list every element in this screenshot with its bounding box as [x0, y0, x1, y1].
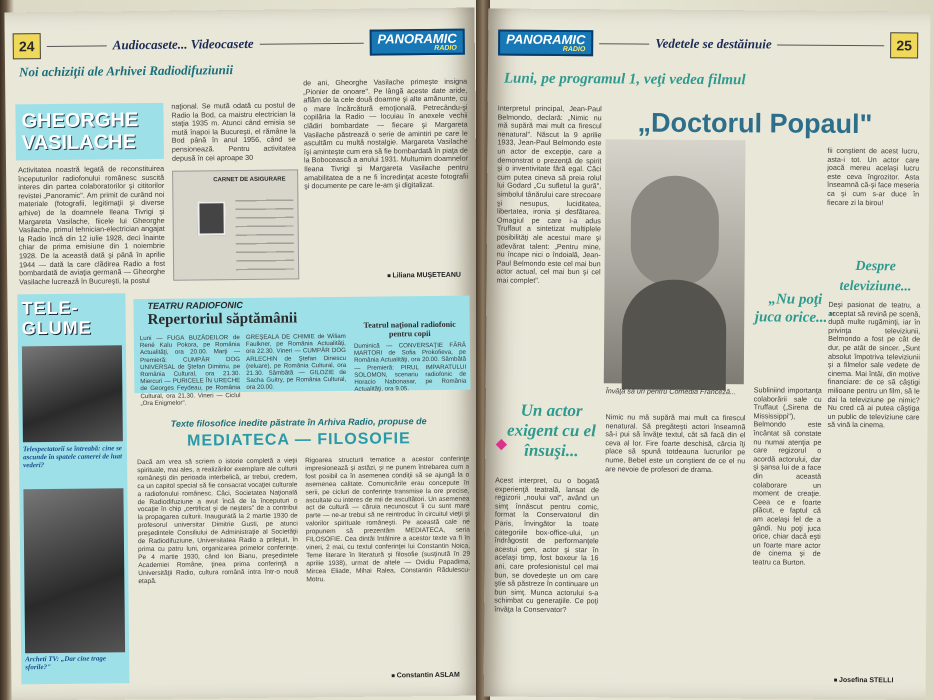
- section-title-right: Vedetele se destăinuie: [655, 35, 772, 52]
- panoramic-logo-right: PANORAMIC RADIO: [498, 30, 593, 57]
- card-caption: CARNET DE ASIGURARE: [213, 176, 286, 184]
- section-title: Audiocasete... Videocasete: [112, 35, 254, 53]
- repertoire-col3-title: Teatrul naţional radiofonic pentru copii: [363, 319, 456, 339]
- byline: ■ Liliana MUŞETEANU: [387, 272, 461, 280]
- left-page: [4, 8, 481, 700]
- right-page: [484, 8, 931, 699]
- right-header: [498, 31, 918, 58]
- mediateca-byline: ■ Constantin ASLAM: [391, 672, 459, 680]
- intro-text: Activitatea noastră legată de reconstituirea începuturilor radiofonului românesc suscită interes din partea colaboratorilor şi cititorilor revistei „Panoramic". Am primit de curând noi materiale (fotografii, legitimaţii şi diverse arhive) de la doamnele Ileana Tivrigi şi Margareta Vasilache, fiicele lui Gheorghe Vasilache, primul tehnician-electrician angajat la Radio încă din 12 iulie 1928, deci înainte chiar de prima emisiune din 1 noiembrie 1928. De la această dată şi până în aprilie 1944 — dată la care clădirea Radio a fost bombardată de aviaţia germană — Gheorghe Vasilache lucrează în Bucureşti, la postul: [18, 163, 166, 287]
- name-title: GHEORGHE VASILACHE: [21, 109, 139, 155]
- col-mid2-text: Nimic nu mă supără mai mult ca firescul nenatural. Să pregăteşti actori înseamnă să-i pui să învăţe textul, cât să facă din el ceva al lor. Fire foarte deschisă, cârcia îţi place să spună totdeauna lucrurilor pe nume, Bebel este un conştient de ce el nu are nevoie de profesori de drama.: [605, 412, 746, 474]
- byline-right: ■ Josefina STELLI: [834, 677, 894, 684]
- col-far-text: Deşi pasionat de teatru, a acceptat să revină pe scenă, după multe rugăminţi, iar în privinţa televiziunii, Belmondo a fost pe cât de dur, pe atât de sincer. „Sunt absolut împotriva televiziunii şi a filmelor sale vedete de cinema. Mai întâi, din motive financiare: de ce să câştigi milioane pentru un film, să le dai la televiziune pe nimic? Nu cred că ai putea câştiga un public de televiziune care să vină la cinema.: [827, 299, 921, 430]
- col4-top: fii conştient de acest lucru, asta-i tot. Un actor care joacă mereu acelaşi lucru este ceva îngrozitor. Asta înseamnă că-şi face meseria ca şi cum s-ar duce în fiecare zi la birou!: [827, 145, 920, 207]
- repertoire-col1: Luni — FUGA BUZĂDEILOR de René Kalu Pokora, pe România Actualităţi, ora 20.00. Marţi — Premieră: CUMPĂR DOG UNIVERSAL de Ştefan Dimitriu, pe România Cultural, ora 21.30. Miercuri — PURICELE ÎN URECHE de Georges Feydeau, pe România Cultural, ora 21.30. Vineri — Ciclul „Ora Enigmelor".: [139, 334, 241, 407]
- mediateca-title: MEDIATECA — FILOSOFIE: [186, 430, 411, 450]
- teleglume-caption-1: Telespectatorii se întreabă: cine se ascunde în spatele camerei de luat vederi?: [22, 444, 123, 470]
- repertoire-col2: GREŞEALA DE CHIMIE de Wiliam Faulkner, pe România Actualităţi, ora 22.30. Vineri — CUMPĂR DOG ARLECHIN de Ştefan Dinescu (reluare), pe România Cultural, ora 21.30. Sâmbătă — GILOZIE de Sacha Guitry, pe România Cultural, ora 20.00.: [245, 332, 347, 392]
- panoramic-logo: PANORAMIC RADIO: [369, 29, 464, 56]
- film-title: „Doctorul Popaul": [637, 107, 873, 140]
- teleglume-title: TELE-GLUME: [21, 297, 92, 339]
- page-number: 24: [13, 33, 41, 59]
- repertoire-title: Repertoriul săptămânii: [147, 310, 298, 328]
- article-headline: Noi achiziţii ale Arhivei Radiodifuziunii: [18, 62, 234, 80]
- repertoire-col3: Duminică — CONVERSAŢIE FĂRĂ MARTORI de Sofia Prokofieva, pe România Actualităţi, ora 20.00. Sâmbătă — Premieră: PIRUL IMPARATULUI SOLOMON, scenariu radiofonic de Horacio Nabonasar, pe România Actualităţi, ora 9.05.: [353, 341, 467, 394]
- col-mid-text: Acest interpret, cu o bogată experienţă teatrală, lansat de regizorii „noului val", având un simţ înnăscut pentru comic, format la Conservatorul din Paris, învingător la toate categoriile box-office-ului, un îndrăgostit de performanţele acestui gen, actor şi star în acelaşi timp, fost boxeur la 16 ani, care profesionistul cel mai bun, se dovedeşte un om care ştie să păstreze în continuare un bun simţ. Munca actorului s-a schimbat cu generaţiile. Ce poţi învăţa la Conservator?: [494, 475, 600, 614]
- photo-caption: Învăţă să uri pentru Comedia Franceză...: [605, 386, 737, 397]
- col3-text: de ani, Gheorghe Vasilache primeşte insigna „Pionier de onoare". Pe lângă aceste date aride, aflăm de la cele două doamne şi alte amănunte, cu o mare încărcătură emoţională. Petrecându-şi copilăria la Radio — locuiau în anexele vechii clădiri bombardate — fiecare şi Margareta Vasilache păstrează o serie de amintiri pe care le ascultăm cu multă nostalgie. Margareta Vasilache îşi aminteşte cum era să fie bombardată în piaţa de la Bobocească a anului 1931. Multumim doamnelor Ileana Tivrigi şi Margareta Vasilache pentru amabilitatea de a ne fi încredinţat aceste fotografii şi documente pe care le-am şi digitalizat.: [303, 76, 469, 191]
- teleglume-box: [17, 293, 129, 684]
- left-header: [13, 30, 465, 59]
- teleglume-caption-2: Archeti TV: „Dar cine trage sforile?": [25, 654, 106, 672]
- pull-quote-2: „Nu poţi juca orice...": [754, 291, 836, 326]
- cartoon-photo-2: [23, 488, 125, 653]
- pull-quote-1: Un actor exigent cu el însuşi...: [505, 401, 597, 462]
- name-box: [15, 103, 164, 161]
- page-number-right: 25: [890, 32, 918, 58]
- mediateca-intro: Texte filosofice inedite păstrate în Arhiva Radio, propuse de: [170, 416, 427, 429]
- repertoire-box: [133, 296, 470, 407]
- belmondo-photo: [604, 139, 746, 384]
- pull-quote-3: Despre televiziune...: [839, 259, 912, 295]
- mediateca-col2: Rigoarea structurii tematice a acestor conferinţe impresionează şi astăzi, şi ne punem întrebarea cum a fost posibil ca în asemenea condiţii să se ajungă la o asemenea calitate. Comunicările erau concepute în serii, pe cicluri de conferinţe transmise la ore precise, ascultate cu interes de mii de ascultători. Un asemenea act de cultură — căruia necunoscut îi cu sunt mare parte — ne-ar trebui să ne reintroduc în circuitul vieţii şi valorilor spirituale româneşti. Pe această cale ne propunem să prezentăm MEDIATECA, seria FILOSOFIE. Cea dintâi întâlnire a acestor texte va fi în vineri, 2 mai, cu textul conferinţei lui Constantin Noica, Teme literare în literatură şi filosofie (susţinută în 29 aprilie 1938), urmat de altele — Ovidiu Papadima, Mircea Eliade, Mihai Ralea, Constantin Rădulescu-Motru.: [305, 455, 471, 583]
- insurance-card-photo: [172, 169, 299, 280]
- repertoire-kicker: TEATRU RADIOFONIC: [147, 299, 243, 311]
- portrait-photo: [197, 201, 225, 235]
- col-right-text: Subliniind importanţa colaborării sale cu Truffaut („Sirena de Mississippi"), Belmondo este încântat să constate nu numai atenţia pe care regizorul o acordă actorului, dar şi şansa lui de a face din această colaborare un moment de creaţie. Ceea ce e foarte plăcut, e faptul că am acelaşi fel de a gândi. Nu poţi juca orice, chiar dacă eşti un foarte mare actor de cinema şi de teatru ca Burton.: [752, 385, 822, 567]
- col1-top: Interpretul principal, Jean-Paul Belmondo, declară: „Nimic nu mă supără mai mult ca firescul nenatural". Născut la 9 aprilie 1933, Jean-Paul Belmondo este un actor de excepţie, care a demonstrat o prezenţă de spirit şi o inventivitate fără egal. Căci cum putea cineva să preia rolul lui Godard „Cu sufletul la gură", simbolul tânărului care strecoare şi nesupus, luciditatea, libertatea, ironia şi desfătarea. Omagiul pe care i-a adus Truffaut a sintetizat multiplele posibilităţi ale acestui mare şi adevărat talent: „Pentru mine, nu încape nici o îndoială, Jean-Paul Belmondo este cel mai bun actor actual, cel mai bun şi cel mai complet".: [496, 103, 602, 285]
- col2-text: naţional. Se mută odată cu postul de Radio la Bod, ca maistru electrician la staţia 1935 m. Atunci când emisia se mută înapoi la Bucureşti, el rămâne la Bod până în anul 1956, când se pensionează. Pentru activitatea depusă în cei aproape 30: [171, 100, 296, 163]
- cartoon-photo-1: [22, 345, 123, 442]
- film-kicker: Luni, pe programul 1, veţi vedea filmul: [503, 70, 746, 89]
- mediateca-col1: Dacă am vrea să scriem o istorie completă a vieţii spirituale, mai ales, a realizărilor exemplare ale culturii româneşti din perioada interbelică, ar trebui, credem, ca un capitol special să fie consacrat vocaţiei culturale a radiofonului românesc. Căci, Societatea Naţională de Radiodifuziune a avut încă de la începuturi o vocaţie în chip „certificat şi de neşters" de a contribui la propagarea culturii. Inaugurată la 2 martie 1930 de profesorul universitar Dimitrie Gusti, pe atunci preşedintele Consiliului de Administraţie al Societăţii de Radiodifuziune, Universitatea Radio a prilejuit, în prima cu patru luni, organizarea primelor conferinţe. Pe 4 martie 1930, când Ion Bianu, preşedintele Academiei Române, ţinea prima conferinţă a Universităţii Radio, cultura română intra într-o nouă etapă.: [137, 457, 299, 585]
